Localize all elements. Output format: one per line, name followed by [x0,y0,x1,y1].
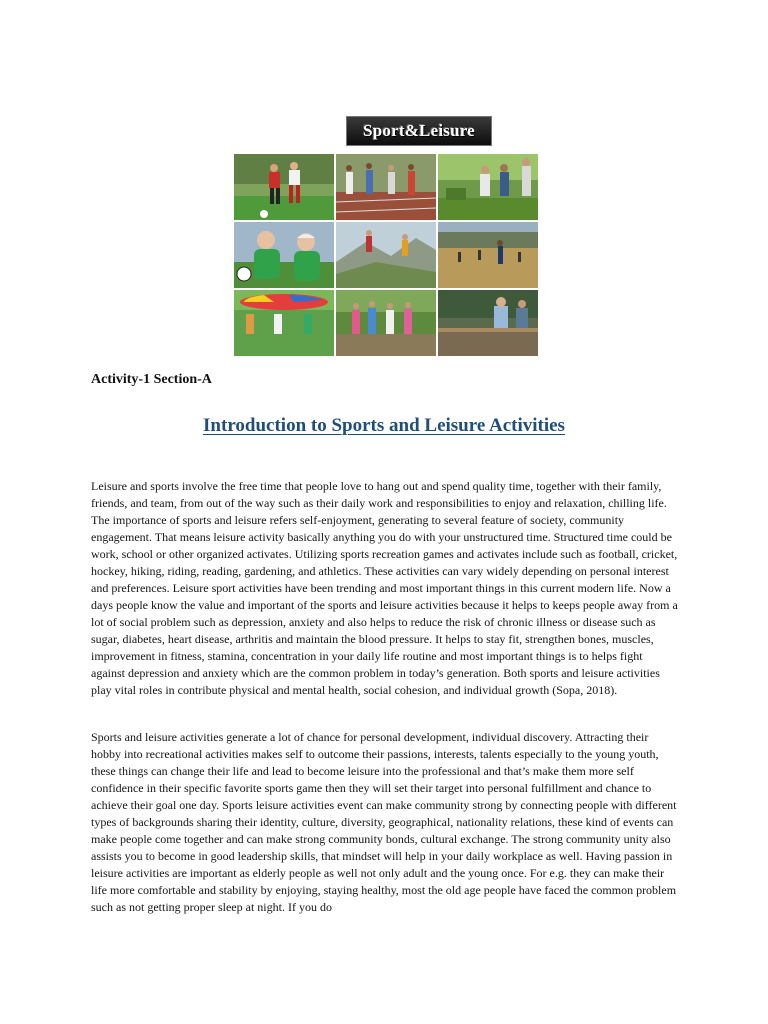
page-title: Introduction to Sports and Leisure Activities [203,415,565,436]
paragraph-2: Sports and leisure activities generate a lot of chance for personal development, individual discovery. Attracting their hobby into recreational activities makes self to outcome their passions, interests, talents especially to the young youth, these things can change their life and lead to become leisure into the professional and that’s make them more self confidence in their specific favorite sports game then they will set their target into personal fulfillment and chance to achieve their goal one day. Sports leisure activities event can make community strong by connecting people with different types of backgrounds sharing their identity, culture, diversity, geographical, nationality relations, these kind of events can make people come together and can make strong community bonds, cultural exchange. The strong community unity also assists you to become in good leadership skills, that mindset will help in your daily workplace as well. Having passion in leisure activities are important as elderly people as well not only adult and the young once. For e.g. they can make their life more comfortable and stability by enjoying, staying healthy, most the old age people have faced the common problem such as not getting proper sleep at night. If you do [91,730,677,914]
parachute-game-photo [234,290,334,356]
cricket-photo [438,222,538,288]
paragraph-1: Leisure and sports involve the free time that people love to hang out and spend quality time, together with their family, friends, and team, from out of the way such as their daily work and responsibilities to enjoy and relaxation, chilling life. The importance of sports and leisure refers self-enjoyment, generating to several feature of society, community engagement. That means leisure activity basically anything you do with your unstructured time. Structured time could be work, school or other organized activates. Utilizing sports recreation games and activates include such as football, cricket, hockey, hiking, riding, reading, gardening, and athletics. These activities can vary widely depending on personal interest and preferences. Leisure sport activities have been trending and most important things in this current modern life. Now a days people know the value and important of the sports and leisure activities because it helps to keeps people away from a lot of social problem such as depression, anxiety and also helps to reduce the risk of chronic illness or disease such as sugar, diabetes, heart disease, arthritis and maintain the blood pressure. It helps to stay fit, strengthen bones, muscles, improvement in fitness, stamina, concentration in your daily life routine and most important things is to helps fight against depression and anxiety which are the common problem in today’s generation. Both sports and leisure activities play vital roles in contribute physical and mental health, social cohesion, and individual growth (Sopa, 2018). [91,479,678,697]
track-runners-photo [336,154,436,220]
activity-heading: Activity-1 Section-A [91,372,212,387]
logo-text: Sport&Leisure [363,121,475,140]
dock-sitting-photo [438,290,538,356]
elderly-men-football-photo [234,222,334,288]
sports-photo-collage [234,154,538,358]
hiking-photo [336,222,436,288]
gardening-photo [438,154,538,220]
walking-group-photo [336,290,436,356]
sport-leisure-logo [346,116,492,146]
football-players-photo [234,154,334,220]
